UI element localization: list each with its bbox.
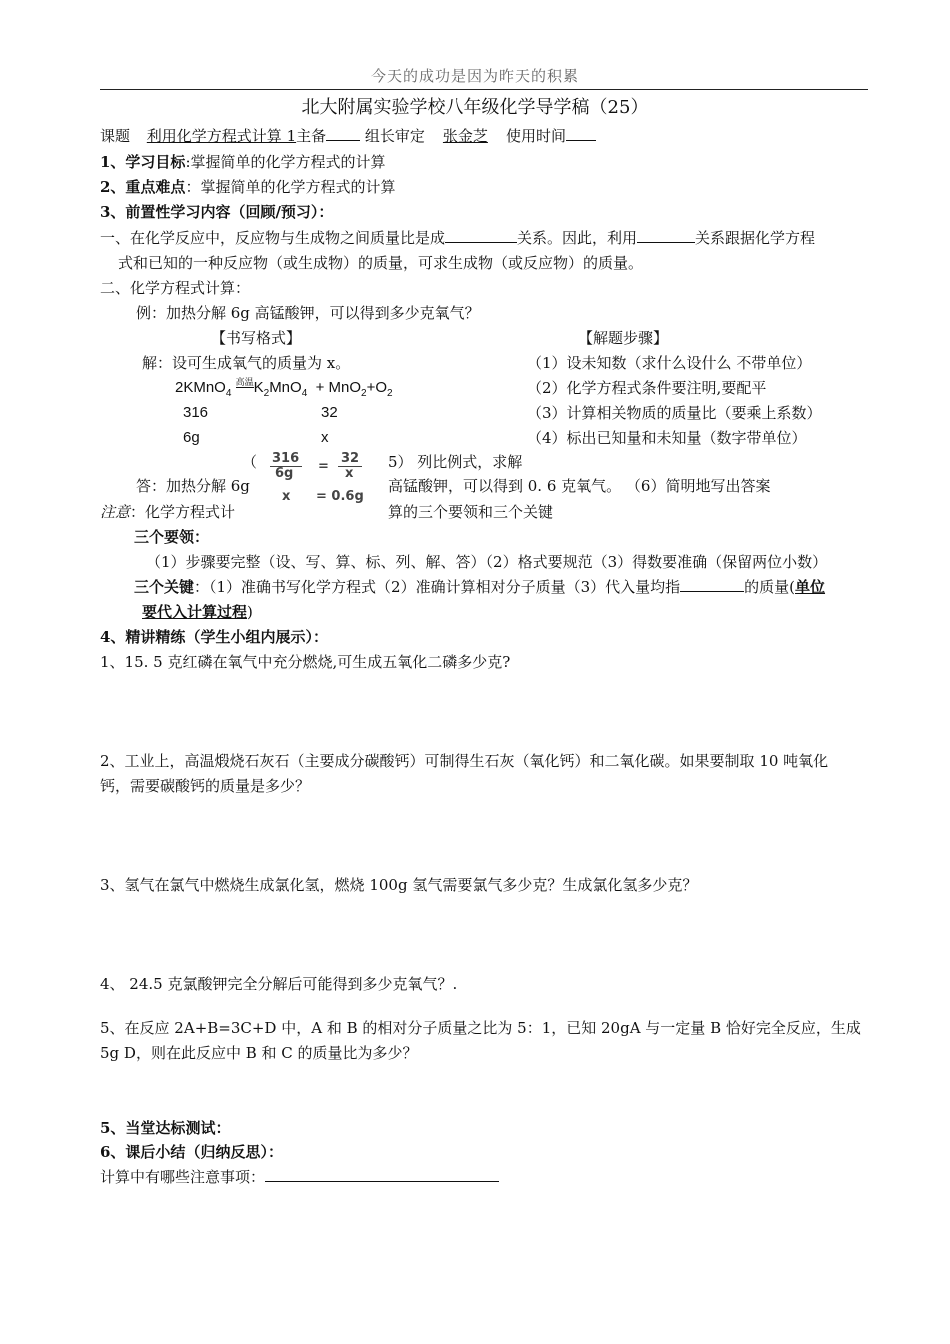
summary-answer-blank[interactable] — [265, 1167, 499, 1182]
time-blank — [566, 126, 596, 141]
blank-2 — [637, 228, 695, 243]
objective-label: 1、学习目标 — [100, 153, 186, 171]
reviewer-value: 张金芝 — [442, 127, 488, 145]
step-4: （4）标出已知量和未知量（数字带单位） — [527, 429, 807, 447]
frac-x: x — [345, 466, 354, 481]
author-blank — [326, 126, 360, 141]
summary-question-text: 计算中有哪些注意事项： — [100, 1168, 266, 1186]
blank-3 — [680, 577, 744, 592]
blank-1 — [445, 228, 517, 243]
note-line-a — [100, 502, 235, 522]
objective-line — [100, 152, 386, 172]
summary-question — [100, 1167, 499, 1187]
three-keys-emph: 要代入计算过程 — [142, 603, 248, 621]
review-p1-cont: 式和已知的一种反应物（或生成物）的质量，可求生成物（或反应物）的质量。 — [118, 254, 644, 272]
reviewer-label: 组长审定 — [364, 127, 425, 145]
question-3: 3、氢气在氯气中燃烧生成氯化氢，燃烧 100g 氢气需要氯气多少克？生成氯化氢多少克？ — [100, 876, 698, 894]
proportion-formula — [268, 450, 373, 508]
preview-heading: 3、前置性学习内容（回顾/预习）： — [100, 203, 334, 221]
steps-heading: 【解题步骤】 — [578, 329, 669, 347]
topic-label: 课题 — [100, 127, 131, 145]
question-5b: 5g D，则在此反应中 B 和 C 的质量比为多少？ — [100, 1044, 418, 1062]
step-1: （1）设未知数（求什么设什么 不带单位） — [527, 354, 812, 372]
three-points-label: 三个要领 — [134, 528, 195, 546]
review-p1-text-b: 关系。因此，利用 — [517, 229, 638, 247]
answer-b: 高锰酸钾，可以得到 0. 6 克氧气。 （6）简明地写出答案 — [388, 477, 771, 495]
given-mass: 6g — [183, 429, 200, 446]
difficulty-label: 2、重点难点 — [100, 178, 186, 196]
eq-sub: 2 — [387, 388, 393, 399]
eq-product1: MnO — [269, 379, 302, 396]
result-x: x — [282, 489, 291, 504]
note-line-b: 算的三个要领和三个关键 — [388, 503, 554, 521]
step-5: 5） 列比例式，求解 — [388, 453, 523, 471]
review-p1 — [100, 228, 815, 248]
eq-condition: 高温 — [235, 377, 254, 387]
chemical-equation — [175, 378, 393, 404]
step-5-open: （ — [242, 453, 258, 471]
review-p1-text-a: 一、在化学反应中，反应物与生成物之间质量比是成 — [100, 229, 446, 247]
test-heading: 5、当堂达标测试： — [100, 1119, 231, 1137]
difficulty-text: ：掌握简单的化学方程式的计算 — [185, 178, 396, 196]
eq-product2: + MnO — [315, 379, 362, 396]
unknown-mass: x — [321, 429, 329, 446]
question-2a: 2、工业上，高温煅烧石灰石（主要成分碳酸钙）可制得生石灰（氧化钙）和二氧化碳。如果要制取 10 吨氧化 — [100, 752, 829, 770]
eq-sub: 2 — [263, 388, 270, 399]
header-rule — [100, 89, 868, 90]
page-title: 北大附属实验学校八年级化学导学稿（25） — [301, 97, 649, 118]
three-points-colon: ： — [194, 528, 210, 546]
three-keys-cont — [142, 602, 253, 622]
three-points: （1）步骤要完整（设、写、算、标、列、解、答）（2）格式要规范（3）得数要准确（保留两位小数） — [146, 553, 828, 571]
eq-sub: 2 — [361, 388, 367, 399]
solution-let: 解：设可生成氧气的质量为 x。 — [142, 354, 351, 372]
question-2b: 钙，需要碳酸钙的质量是多少？ — [100, 777, 311, 795]
eq-sub: 4 — [225, 388, 232, 399]
question-5a: 5、在反应 2A+B=3C+D 中，A 和 B 的相对分子质量之比为 5：1，已知 20gA 与一定量 B 恰好完全反应，生成 — [100, 1019, 861, 1037]
result-value: = 0.6g — [316, 489, 364, 504]
three-keys-label: 三个关键 — [134, 578, 195, 596]
review-p1-text-c: 关系跟据化学方程 — [695, 229, 816, 247]
note-text-a: ：化学方程式计 — [130, 503, 236, 521]
question-1: 1、15. 5 克红磷在氧气中充分燃烧,可生成五氧化二磷多少克? — [100, 653, 511, 671]
three-keys-close: ) — [247, 603, 253, 621]
three-keys — [134, 577, 825, 597]
molar-mass-1: 316 — [183, 404, 209, 421]
practice-heading: 4、精讲精练（学生小组内展示）： — [100, 628, 328, 646]
format-heading: 【书写格式】 — [211, 329, 302, 347]
question-4: 4、 24.5 克氯酸钾完全分解后可能得到多少克氧气？. — [100, 975, 458, 993]
note-label: 注意 — [100, 503, 131, 521]
eq-k: K — [253, 379, 264, 396]
step-3: （3）计算相关物质的质量比（要乘上系数） — [527, 404, 822, 422]
step-2: （2）化学方程式条件要注明,要配平 — [527, 379, 767, 397]
motto: 今天的成功是因为昨天的积累 — [370, 67, 579, 85]
three-keys-unit: 单位 — [795, 578, 826, 596]
molar-mass-2: 32 — [321, 404, 338, 421]
eq-reactant: 2KMnO — [175, 379, 226, 396]
review-p2: 二、化学方程式计算： — [100, 279, 251, 297]
author-label: 主备 — [296, 127, 327, 145]
three-keys-text-b: 的质量( — [744, 578, 796, 596]
meta-line — [100, 126, 596, 146]
frac-6g: 6g — [275, 466, 294, 481]
difficulty-line — [100, 177, 395, 197]
three-points-heading — [134, 527, 209, 547]
topic-value: 利用化学方程式计算 1 — [146, 127, 297, 145]
frac-32: 32 — [341, 451, 360, 466]
eq-sub: 4 — [301, 388, 308, 399]
objective-text: :掌握简单的化学方程式的计算 — [185, 153, 386, 171]
summary-heading: 6、课后小结（归纳反思）： — [100, 1143, 283, 1161]
frac-equals: = — [318, 459, 329, 474]
eq-product3: +O — [366, 379, 388, 396]
three-keys-text: ：（1）准确书写化学方程式（2）准确计算相对分子质量（3）代入量均指 — [194, 578, 681, 596]
example-question: 例：加热分解 6g 高锰酸钾，可以得到多少克氧气？ — [136, 304, 480, 322]
frac-316: 316 — [272, 451, 300, 466]
answer-a: 答：加热分解 6g — [136, 477, 250, 495]
time-label: 使用时间 — [505, 127, 566, 145]
